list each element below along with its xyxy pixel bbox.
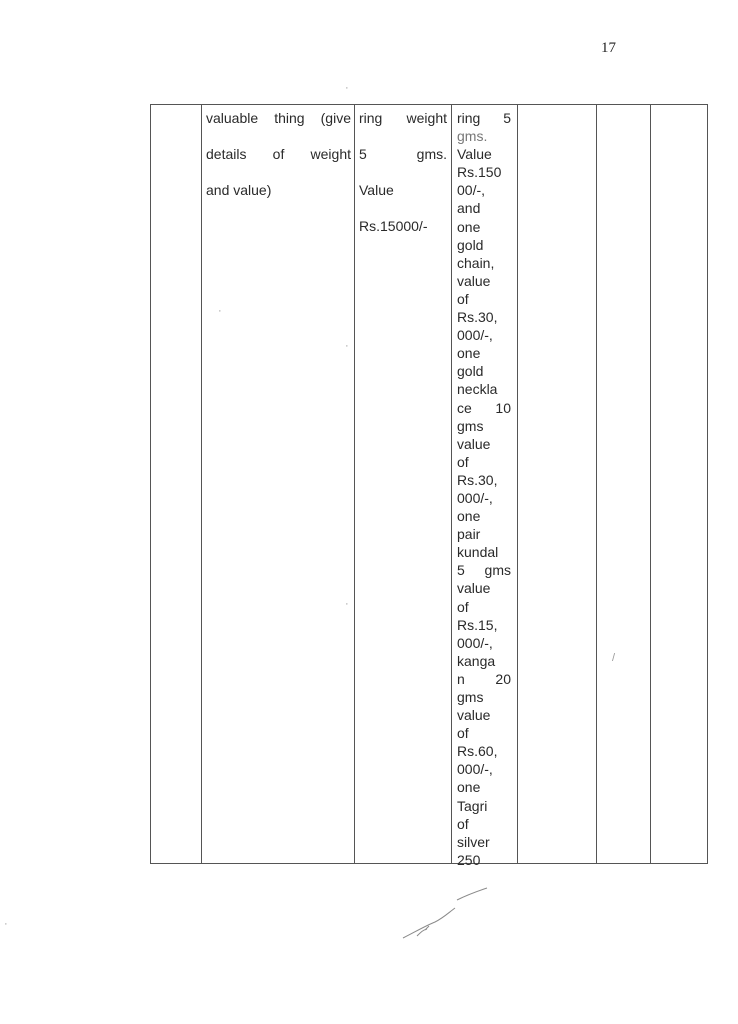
text-line: [457, 181, 511, 199]
signature-mark: [395, 880, 505, 950]
word: value: [457, 435, 491, 452]
scan-speck: /: [612, 652, 616, 664]
text-line: [457, 760, 511, 778]
word: 250: [457, 851, 481, 868]
word: one: [457, 508, 481, 525]
word: and: [457, 200, 481, 217]
word: gms: [457, 689, 484, 705]
text-line: [457, 453, 511, 471]
text-line: [457, 706, 511, 724]
word: value: [457, 272, 491, 289]
word: Rs.30,: [457, 471, 498, 488]
scan-speck: ·: [345, 598, 349, 610]
word: pair: [457, 526, 481, 543]
word: Value: [359, 182, 394, 198]
text-line: [359, 181, 447, 217]
scan-speck: ·: [4, 918, 8, 930]
word: 5: [457, 562, 465, 579]
word: 10: [495, 399, 511, 416]
cell-description: [206, 109, 351, 217]
text-line: [457, 163, 511, 181]
text-line: [457, 326, 511, 344]
column-divider: [201, 105, 202, 863]
word: value: [457, 580, 491, 597]
text-line: [457, 833, 511, 851]
cell-declared-item: [359, 109, 447, 253]
word: gms: [484, 562, 511, 579]
text-line: [457, 507, 511, 525]
text-line: [206, 181, 351, 217]
word: Rs.15,: [457, 616, 498, 633]
word: 5: [503, 110, 511, 126]
word: of: [457, 725, 469, 742]
word: Tagri: [457, 797, 488, 814]
word: 20: [495, 670, 511, 687]
text-line: [457, 236, 511, 254]
word: kundal: [457, 544, 499, 561]
text-line: [457, 616, 511, 634]
text-line: [457, 688, 511, 706]
word: 000/-,: [457, 761, 493, 778]
word: of: [457, 815, 469, 832]
word: Rs.150: [457, 164, 502, 181]
word: and value): [206, 182, 272, 198]
word: one: [457, 345, 481, 362]
text-line: [457, 561, 511, 579]
word: 000/-,: [457, 327, 493, 344]
word: of: [457, 598, 469, 615]
text-line: [359, 145, 447, 181]
text-line: [457, 417, 511, 435]
word: thing: [274, 110, 305, 126]
word: ring: [457, 110, 481, 126]
text-line: [457, 145, 511, 163]
word: gold: [457, 363, 484, 380]
word: gms: [457, 417, 484, 434]
word: 000/-,: [457, 489, 493, 506]
scan-speck: ·: [345, 340, 349, 352]
text-line: [457, 218, 511, 236]
text-line: [457, 742, 511, 760]
word: weight: [406, 110, 447, 126]
text-line: [457, 815, 511, 833]
text-line: [457, 344, 511, 362]
text-line: [457, 778, 511, 796]
text-line: [457, 380, 511, 398]
text-line: [457, 362, 511, 380]
text-line: [457, 652, 511, 670]
word: 5: [359, 146, 367, 162]
word: one: [457, 779, 481, 796]
word: gms.: [416, 146, 447, 162]
text-line: [457, 109, 511, 127]
word: one: [457, 218, 481, 235]
text-line: [457, 199, 511, 217]
column-divider: [451, 105, 452, 863]
word: valuable: [206, 110, 259, 126]
text-line: [206, 109, 351, 145]
text-line: [457, 489, 511, 507]
word: (give: [320, 110, 351, 126]
text-line: [457, 290, 511, 308]
text-line: [457, 399, 511, 417]
word: ring: [359, 110, 383, 126]
text-line: [457, 543, 511, 561]
column-divider: [596, 105, 597, 863]
text-line: [457, 634, 511, 652]
word: neckla: [457, 381, 498, 398]
word: 000/-,: [457, 634, 493, 651]
page-number: 17: [601, 40, 616, 56]
text-line: [457, 851, 511, 869]
word: Rs.15000/-: [359, 218, 428, 234]
text-line: [359, 109, 447, 145]
column-divider: [517, 105, 518, 863]
text-line: [457, 308, 511, 326]
word: of: [457, 453, 469, 470]
word: silver: [457, 833, 490, 850]
column-divider: [354, 105, 355, 863]
text-line: [457, 724, 511, 742]
word: gms.: [457, 128, 488, 145]
text-line: [457, 254, 511, 272]
text-line: [359, 217, 447, 253]
word: details: [206, 146, 247, 162]
items-table: [150, 104, 708, 868]
word: of: [272, 146, 285, 162]
text-line: [457, 471, 511, 489]
word: 00/-,: [457, 182, 486, 199]
word: kanga: [457, 652, 496, 669]
word: Rs.30,: [457, 309, 498, 326]
word: Value: [457, 146, 492, 163]
word: ce: [457, 399, 472, 416]
text-line: [457, 435, 511, 453]
word: n: [457, 670, 465, 687]
text-line: [457, 579, 511, 597]
column-divider: [650, 105, 651, 863]
word: Rs.60,: [457, 743, 498, 760]
text-line: [457, 797, 511, 815]
word: chain,: [457, 254, 495, 271]
word: of: [457, 290, 469, 307]
scan-speck: ·: [345, 82, 349, 94]
text-line: [457, 127, 511, 145]
text-line: [457, 598, 511, 616]
word: gold: [457, 236, 484, 253]
text-line: [457, 525, 511, 543]
text-line: [206, 145, 351, 181]
cell-item-details: [457, 109, 511, 869]
text-line: [457, 670, 511, 688]
scan-speck: ·: [218, 305, 222, 317]
word: value: [457, 707, 491, 724]
word: weight: [310, 146, 351, 162]
text-line: [457, 272, 511, 290]
